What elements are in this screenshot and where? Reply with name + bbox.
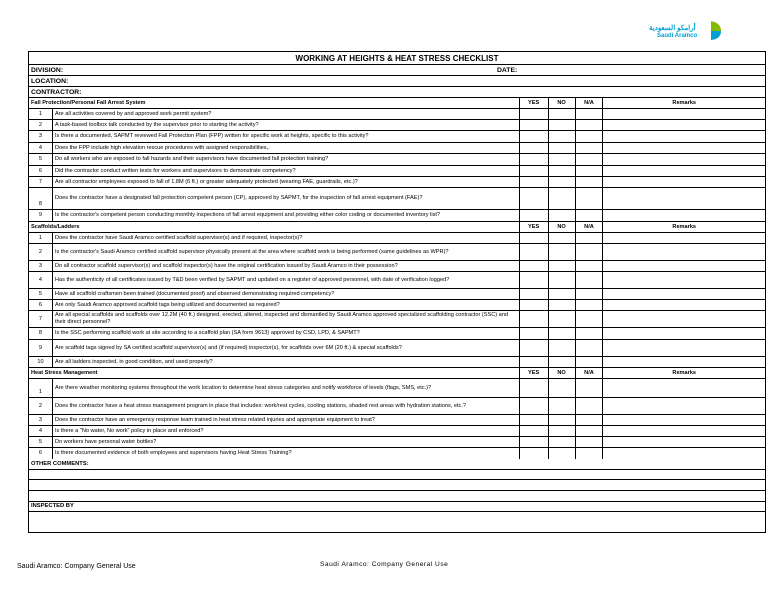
- na-checkbox-cell[interactable]: [576, 448, 604, 459]
- remarks-cell[interactable]: [603, 437, 765, 447]
- checklist-row: [29, 437, 765, 448]
- footer-classification-center: Saudi Aramco: Company General Use: [320, 561, 449, 568]
- remarks-cell[interactable]: [603, 300, 765, 310]
- location-field[interactable]: LOCATION:: [31, 77, 69, 85]
- na-checkbox-cell[interactable]: [576, 415, 604, 425]
- na-checkbox-cell[interactable]: [576, 210, 604, 221]
- contractor-field[interactable]: CONTRACTOR:: [31, 88, 82, 96]
- item-question: Are scaffold tags signed by SA certified scaffold supervisor(s) and (if required) inspector(s), for scaffolds over 6M (20 ft.) & special scaffolds?: [53, 340, 520, 356]
- column-remarks-header: Remarks: [672, 369, 697, 376]
- no-checkbox-cell[interactable]: [549, 143, 576, 153]
- yes-checkbox-cell[interactable]: [520, 177, 549, 187]
- inspected-by-row: [29, 502, 765, 512]
- item-question: Is the SSC performing scaffold work at site according to a scaffold plan (SA form 9613) approved by CSD, LPD, & SAPMT?: [53, 328, 520, 339]
- item-number: 5: [29, 289, 53, 299]
- column-no-header: NO: [549, 222, 576, 232]
- yes-checkbox-cell[interactable]: [520, 415, 549, 425]
- remarks-cell[interactable]: [603, 210, 765, 221]
- checklist-row: [29, 289, 765, 300]
- checklist-row: [29, 398, 765, 415]
- item-number: 6: [29, 448, 53, 459]
- na-checkbox-cell[interactable]: [576, 261, 604, 271]
- section-title: Scaffolds/Ladders: [29, 222, 520, 232]
- yes-checkbox-cell[interactable]: [520, 379, 549, 397]
- column-na-header: N/A: [576, 222, 604, 232]
- remarks-cell[interactable]: [603, 154, 765, 165]
- checklist-row: [29, 143, 765, 154]
- no-checkbox-cell[interactable]: [549, 415, 576, 425]
- item-question: Do all contractor scaffold supervisor(s) and scaffold inspector(s) have the original certification issued by Saudi Aramco in their possession?: [53, 261, 520, 271]
- item-number: 6: [29, 300, 53, 310]
- checklist-row: [29, 131, 765, 143]
- item-number: 7: [29, 177, 53, 187]
- item-number: 3: [29, 415, 53, 425]
- no-checkbox-cell[interactable]: [549, 357, 576, 367]
- yes-checkbox-cell[interactable]: [520, 244, 549, 260]
- no-checkbox-cell[interactable]: [549, 289, 576, 299]
- checklist-row: [29, 311, 765, 328]
- item-number: 8: [29, 328, 53, 339]
- logo-arabic-text: أرامكو السعودية: [649, 25, 696, 32]
- remarks-cell[interactable]: [603, 120, 765, 130]
- date-field[interactable]: DATE:: [497, 66, 518, 74]
- column-remarks-header: Remarks: [672, 99, 697, 106]
- item-question: Is there a documented, SAPMT reviewed Fall Protection Plan (FPP) written for specific work at heights, specific to this activity?: [53, 131, 520, 142]
- remarks-cell[interactable]: [603, 379, 765, 397]
- remarks-cell[interactable]: [603, 398, 765, 414]
- item-number: 3: [29, 261, 53, 271]
- title-row: [29, 52, 765, 65]
- column-no-header: NO: [549, 368, 576, 378]
- yes-checkbox-cell[interactable]: [520, 398, 549, 414]
- checklist-row: [29, 154, 765, 166]
- checklist-row: [29, 415, 765, 426]
- na-checkbox-cell[interactable]: [576, 289, 604, 299]
- item-question: Is there documented evidence of both employees and supervisors having Heat Stress Training?: [53, 448, 520, 459]
- no-checkbox-cell[interactable]: [549, 448, 576, 459]
- location-row: [29, 76, 765, 87]
- comments-line[interactable]: [29, 470, 765, 480]
- contractor-row: [29, 87, 765, 98]
- item-question: Does the contractor have Saudi Aramco certified scaffold supervisor(s) and if required, inspector(s)?: [53, 233, 520, 243]
- na-checkbox-cell[interactable]: [576, 120, 604, 130]
- checklist-row: [29, 357, 765, 368]
- no-checkbox-cell[interactable]: [549, 261, 576, 271]
- remarks-cell[interactable]: [603, 131, 765, 142]
- item-question: Does the contractor have a heat stress management program in place that includes: work/rest cycles, cooling stations, shaded rest areas with hydration stations, etc.?: [53, 398, 520, 414]
- page-title: WORKING AT HEIGHTS & HEAT STRESS CHECKLIST: [295, 54, 499, 63]
- remarks-cell[interactable]: [603, 415, 765, 425]
- remarks-cell[interactable]: [603, 328, 765, 339]
- yes-checkbox-cell[interactable]: [520, 437, 549, 447]
- checklist-row: [29, 244, 765, 261]
- column-no-header: NO: [549, 98, 576, 108]
- item-question: Have all scaffold craftsmen been trained (documented proof) and observed demonstrating required competency?: [53, 289, 520, 299]
- checklist-row: [29, 340, 765, 357]
- checklist-row: [29, 177, 765, 188]
- column-yes-header: YES: [520, 222, 549, 232]
- column-yes-header: YES: [520, 98, 549, 108]
- section-header-row: [29, 368, 765, 379]
- no-checkbox-cell[interactable]: [549, 300, 576, 310]
- no-checkbox-cell[interactable]: [549, 244, 576, 260]
- yes-checkbox-cell[interactable]: [520, 272, 549, 288]
- item-number: 3: [29, 131, 53, 142]
- na-checkbox-cell[interactable]: [576, 131, 604, 142]
- remarks-cell[interactable]: [603, 233, 765, 243]
- remarks-cell[interactable]: [603, 177, 765, 187]
- item-number: 1: [29, 109, 53, 119]
- yes-checkbox-cell[interactable]: [520, 188, 549, 209]
- item-question: Has the authenticity of all certificates issued by T&D been verified by SAPMT and updated on a register of approved personnel, with date of verification logged?: [53, 272, 520, 288]
- checklist-row: [29, 272, 765, 289]
- no-checkbox-cell[interactable]: [549, 210, 576, 221]
- na-checkbox-cell[interactable]: [576, 340, 604, 356]
- yes-checkbox-cell[interactable]: [520, 300, 549, 310]
- checklist-table: [28, 51, 766, 533]
- remarks-cell[interactable]: [603, 166, 765, 176]
- no-checkbox-cell[interactable]: [549, 426, 576, 436]
- na-checkbox-cell[interactable]: [576, 328, 604, 339]
- na-checkbox-cell[interactable]: [576, 143, 604, 153]
- na-checkbox-cell[interactable]: [576, 426, 604, 436]
- division-field[interactable]: DIVISION:: [31, 66, 64, 74]
- no-checkbox-cell[interactable]: [549, 437, 576, 447]
- item-number: 2: [29, 244, 53, 260]
- column-yes-header: YES: [520, 368, 549, 378]
- comments-line[interactable]: [29, 480, 765, 491]
- no-checkbox-cell[interactable]: [549, 328, 576, 339]
- remarks-cell[interactable]: [603, 340, 765, 356]
- na-checkbox-cell[interactable]: [576, 379, 604, 397]
- remarks-cell[interactable]: [603, 357, 765, 367]
- yes-checkbox-cell[interactable]: [520, 328, 549, 339]
- item-question: Are all activities covered by and approved work permit system?: [53, 109, 520, 119]
- checklist-row: [29, 233, 765, 244]
- item-question: Are only Saudi Aramco approved scaffold tags being utilized and documented as required?: [53, 300, 520, 310]
- checklist-row: [29, 448, 765, 459]
- item-number: 1: [29, 233, 53, 243]
- checklist-row: [29, 210, 765, 222]
- item-question: Did the contractor conduct written tests for workers and supervisors to demonstrate competency?: [53, 166, 520, 176]
- no-checkbox-cell[interactable]: [549, 131, 576, 142]
- remarks-cell[interactable]: [603, 244, 765, 260]
- item-question: Are all contractor employees exposed to fall of 1.8M (6 ft.) or greater adequately protected (wearing FAE, guardrails, etc.)?: [53, 177, 520, 187]
- item-question: Does the contractor have a designated fall protection competent person (CP), approved by SAPMT, for the inspection of fall arrest equipment (FAE)?: [53, 188, 520, 209]
- item-number: 6: [29, 166, 53, 176]
- yes-checkbox-cell[interactable]: [520, 109, 549, 119]
- item-question: Does the FPP include high elevation rescue procedures with assigned responsibilities,.: [53, 143, 520, 153]
- no-checkbox-cell[interactable]: [549, 398, 576, 414]
- na-checkbox-cell[interactable]: [576, 272, 604, 288]
- item-number: 4: [29, 272, 53, 288]
- item-number: 9: [29, 340, 53, 356]
- yes-checkbox-cell[interactable]: [520, 357, 549, 367]
- remarks-cell[interactable]: [603, 272, 765, 288]
- yes-checkbox-cell[interactable]: [520, 289, 549, 299]
- yes-checkbox-cell[interactable]: [520, 154, 549, 165]
- inspected-by-label: INSPECTED BY: [31, 503, 74, 509]
- column-na-header: N/A: [576, 98, 604, 108]
- remarks-cell[interactable]: [603, 311, 765, 327]
- yes-checkbox-cell[interactable]: [520, 143, 549, 153]
- na-checkbox-cell[interactable]: [576, 154, 604, 165]
- comments-line[interactable]: [29, 491, 765, 502]
- item-question: Is the contractor's Saudi Aramco certified scaffold supervisor physically present at the area where scaffold work is being performed (same guidelines as WPR)?: [53, 244, 520, 260]
- no-checkbox-cell[interactable]: [549, 166, 576, 176]
- item-number: 10: [29, 357, 53, 367]
- no-checkbox-cell[interactable]: [549, 177, 576, 187]
- no-checkbox-cell[interactable]: [549, 340, 576, 356]
- section-title: Fall Protection/Personal Fall Arrest System: [29, 98, 520, 108]
- na-checkbox-cell[interactable]: [576, 188, 604, 209]
- yes-checkbox-cell[interactable]: [520, 210, 549, 221]
- item-question: Are all ladders inspected, in good condition, and used properly?: [53, 357, 520, 367]
- no-checkbox-cell[interactable]: [549, 120, 576, 130]
- item-question: Do all workers who are exposed to fall hazards and their supervisors have documented fall protection training?: [53, 154, 520, 165]
- other-comments-label: OTHER COMMENTS:: [31, 460, 89, 467]
- yes-checkbox-cell[interactable]: [520, 233, 549, 243]
- item-question: Is the contractor's competent person conducting monthly inspections of fall arrest equipment and providing either color coding or documented inventory list?: [53, 210, 520, 221]
- yes-checkbox-cell[interactable]: [520, 340, 549, 356]
- item-number: 7: [29, 311, 53, 327]
- sections-container: [29, 98, 765, 459]
- remarks-cell[interactable]: [603, 143, 765, 153]
- item-number: 4: [29, 143, 53, 153]
- yes-checkbox-cell[interactable]: [520, 261, 549, 271]
- na-checkbox-cell[interactable]: [576, 357, 604, 367]
- aramco-emblem-icon: [708, 19, 724, 41]
- remarks-cell[interactable]: [603, 426, 765, 436]
- saudi-aramco-logo: [642, 19, 722, 47]
- section-title: Heat Stress Management: [29, 368, 520, 378]
- remarks-cell[interactable]: [603, 109, 765, 119]
- na-checkbox-cell[interactable]: [576, 109, 604, 119]
- na-checkbox-cell[interactable]: [576, 233, 604, 243]
- item-number: 4: [29, 426, 53, 436]
- no-checkbox-cell[interactable]: [549, 379, 576, 397]
- checklist-row: [29, 426, 765, 437]
- item-question: Are all special scaffolds and scaffolds over 12.2M (40 ft.) designed, erected, altered, inspected and dismantled by Saudi Aramco approved specialized scaffolding contractor (SSC) and their direct personnel?: [53, 311, 520, 327]
- item-number: 2: [29, 398, 53, 414]
- checklist-row: [29, 328, 765, 340]
- checklist-row: [29, 120, 765, 131]
- item-number: 5: [29, 437, 53, 447]
- item-number: 9: [29, 210, 53, 221]
- section-header-row: [29, 222, 765, 233]
- na-checkbox-cell[interactable]: [576, 166, 604, 176]
- no-checkbox-cell[interactable]: [549, 272, 576, 288]
- item-question: Are there weather monitoring systems throughout the work location to determine heat stress categories and notify workforce of levels (flags, SMS, etc.)?: [53, 379, 520, 397]
- remarks-cell[interactable]: [603, 289, 765, 299]
- no-checkbox-cell[interactable]: [549, 109, 576, 119]
- na-checkbox-cell[interactable]: [576, 311, 604, 327]
- remarks-cell[interactable]: [603, 188, 765, 209]
- remarks-cell[interactable]: [603, 261, 765, 271]
- yes-checkbox-cell[interactable]: [520, 166, 549, 176]
- inspected-by-space[interactable]: [29, 512, 765, 532]
- item-number: 1: [29, 379, 53, 397]
- yes-checkbox-cell[interactable]: [520, 426, 549, 436]
- yes-checkbox-cell[interactable]: [520, 448, 549, 459]
- checklist-row: [29, 300, 765, 311]
- yes-checkbox-cell[interactable]: [520, 311, 549, 327]
- corner-mark: .: [3, 1, 5, 6]
- item-number: 8: [29, 188, 53, 209]
- item-question: Is there a "No water, No work" policy in place and enforced?: [53, 426, 520, 436]
- yes-checkbox-cell[interactable]: [520, 131, 549, 142]
- na-checkbox-cell[interactable]: [576, 244, 604, 260]
- checklist-row: [29, 261, 765, 272]
- remarks-cell[interactable]: [603, 448, 765, 459]
- checklist-row: [29, 188, 765, 210]
- other-comments-row: [29, 459, 765, 470]
- no-checkbox-cell[interactable]: [549, 311, 576, 327]
- item-number: 2: [29, 120, 53, 130]
- item-question: A task-based toolbox talk conducted by the supervisor prior to starting the activity?: [53, 120, 520, 130]
- item-question: Do workers have personal water bottles?: [53, 437, 520, 447]
- item-number: 5: [29, 154, 53, 165]
- no-checkbox-cell[interactable]: [549, 233, 576, 243]
- na-checkbox-cell[interactable]: [576, 300, 604, 310]
- yes-checkbox-cell[interactable]: [520, 120, 549, 130]
- logo-latin-text: Saudi Aramco: [657, 33, 698, 39]
- checklist-row: [29, 379, 765, 398]
- column-na-header: N/A: [576, 368, 604, 378]
- na-checkbox-cell[interactable]: [576, 177, 604, 187]
- footer-classification-left: Saudi Aramco: Company General Use: [17, 563, 136, 570]
- division-date-row: [29, 65, 765, 76]
- na-checkbox-cell[interactable]: [576, 398, 604, 414]
- checklist-row: [29, 109, 765, 120]
- na-checkbox-cell[interactable]: [576, 437, 604, 447]
- section-header-row: [29, 98, 765, 109]
- no-checkbox-cell[interactable]: [549, 188, 576, 209]
- item-question: Does the contractor have an emergency response team trained in heat stress related injuries and appropriate equipment to treat?: [53, 415, 520, 425]
- no-checkbox-cell[interactable]: [549, 154, 576, 165]
- column-remarks-header: Remarks: [672, 223, 697, 230]
- checklist-row: [29, 166, 765, 177]
